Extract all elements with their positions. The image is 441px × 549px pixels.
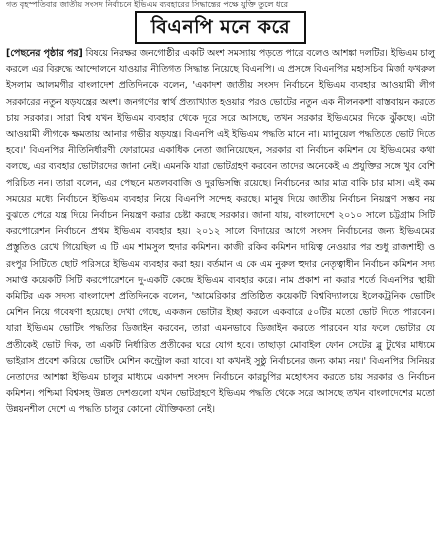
headline: বিএনপি মনে করে (135, 11, 306, 44)
continued-from-tag: [ পেছনের পৃষ্ঠার পর ] (6, 48, 83, 59)
headline-box (6, 11, 435, 45)
clipped-top-text: গত বৃহস্পতিবার জাতীয় সংসদ নির্বাচনে ইভিএম ব্যবহারের সিদ্ধান্তের পক্ষে যুক্তি তুলে ধরে (6, 0, 289, 9)
article-text: বিষয়ে নিরক্ষর জনগোষ্ঠীর একটি অংশ সমস্যায় পড়তে পারে বলেও আশঙ্কা দলটির। ইভিএম চালু করলে এর বিরুদ্ধে আন্দোলনে যাওয়ার নীতিগত সিদ্ধান্ত নিয়েছে বিএনপি। এ প্রসঙ্গে বিএনপির মহাসচিব মির্জা ফখরুল ইসলাম আলমগীর বাংলাদেশ প্রতিদিনকে বলেন, 'একাদশ জাতীয় সংসদ নির্বাচনে ইভিএম ব্যবহার আওয়ামী লীগ সরকারের নতুন ষড়যন্ত্রের অংশ। জনগণের স্বার্থ প্রত্যাখ্যাত হওয়ার পরও ভোটের নতুন এক নীলনকশা বাস্তবায়ন করতে চায় সরকার। সারা বিশ্ব যখন ইভিএম ব্যবহার থেকে দূরে সরে আসছে, তখন সরকার ইভিএমের দিকে ঝুঁকছে। এটা আওয়ামী লীগকে ক্ষমতায় আনার গভীর ষড়যন্ত্র। বিএনপি এই ইভিএম পদ্ধতি মানে না। ম্যানুয়েল পদ্ধতিতে ভোট দিতে হবে।' বিএনপির নীতিনির্ধারণী ফোরামের একাধিক নেতা জানিয়েছেন, সরকার বা নির্বাচন কমিশন যে ইভিএমের কথা বলছে, এর ব্যবহার ভোটারদের জানা নেই। এমনকি যারা ভোটগ্রহণ করবেন তাদের অনেকেই এ প্রযুক্তির সঙ্গে খুব বেশি পরিচিত নন। তারা বলেন, এর পেছনে মতলববাজি ও দুরভিসন্ধি রয়েছে। নির্বাচনের আর মাত্র বাকি চার মাস। এই কম সময়ের মধ্যে নির্বাচনে ইভিএম ব্যবহার নিয়ে বিএনপি সন্দেহ করছে। মানুষ দিয়ে জাতীয় নির্বাচন নিয়ন্ত্রণ সম্ভব নয় বুঝতে পেরে যন্ত্র দিয়ে নির্বাচন নিয়ন্ত্রণ করার চেষ্টা করছে সরকার। জানা যায়, বাংলাদেশে ২০১০ সালে চট্টগ্রাম সিটি করপোরেশন নির্বাচনে প্রথম ইভিএম ব্যবহার হয়। ২০১২ সালে বিদায়ের আগে সংসদ নির্বাচনের জন্য ইভিএমের প্রস্তুতিও রেখে গিয়েছিল এ টি এম শামসুল হুদার কমিশন। কাজী রকিব কমিশন দায়িত্ব নেওয়ার পর শুধু রাজশাহী ও রংপুর সিটিতে ছোট পরিসরে ইভিএম ব্যবহার করা হয়। বর্তমান এ কে এম নুরুল হুদার নেতৃত্বাধীন নির্বাচন কমিশন সদ্য সমাপ্ত কয়েকটি সিটি করপোরেশনে দু-একটি কেন্দ্রে ইভিএম ব্যবহার করে। নাম প্রকাশ না করার শর্তে বিএনপির স্থায়ী কমিটির এক সদস্য বাংলাদেশ প্রতিদিনকে বলেন, 'আমেরিকার প্রতিষ্ঠিত কয়েকটি বিশ্ববিদ্যালয়ে ইলেকট্রনিক ভোটিং মেশিন নিয়ে গবেষণা হয়েছে। দেখা গেছে, একজন ভোটার ইচ্ছা করলে একবারে ৫০টির মতো ভোট দিতে পারবেন। যারা ইভিএম ভোটিং পদ্ধতির ডিজাইন করবেন, তারা এমনভাবে ডিজাইন করতে পারবেন যার ফলে ভোটার যে প্রতীকেই ভোট দিক, তা একটি নির্ধারিত প্রতীকের ঘরে যোগ হবে। তাছাড়া মোবাইল ফোন সেটের ব্লু টুথের মাধ্যমে ভাইরাস প্রবেশ করিয়ে ভোটিং মেশিন কন্ট্রোল করা যাবে। যা কখনই সুষ্ঠু নির্বাচনের জন্য কাম্য নয়।' বিএনপির সিনিয়র নেতাদের আশঙ্কা ইভিএম চালুর মাধ্যমে একাদশ সংসদ নির্বাচনে কারচুপির মহোৎসব করতে চায় সরকার ও নির্বাচন কমিশন। পশ্চিমা বিশ্বসহ উন্নত দেশগুলো যখন ভোটগ্রহণে ইভিএম পদ্ধতি থেকে সরে আসছে তখন বাংলাদেশের মতো উন্নয়নশীল দেশে এ পদ্ধতি চালুর কোনো যৌক্তিকতা নেই। (6, 48, 435, 416)
article-body (6, 46, 435, 419)
